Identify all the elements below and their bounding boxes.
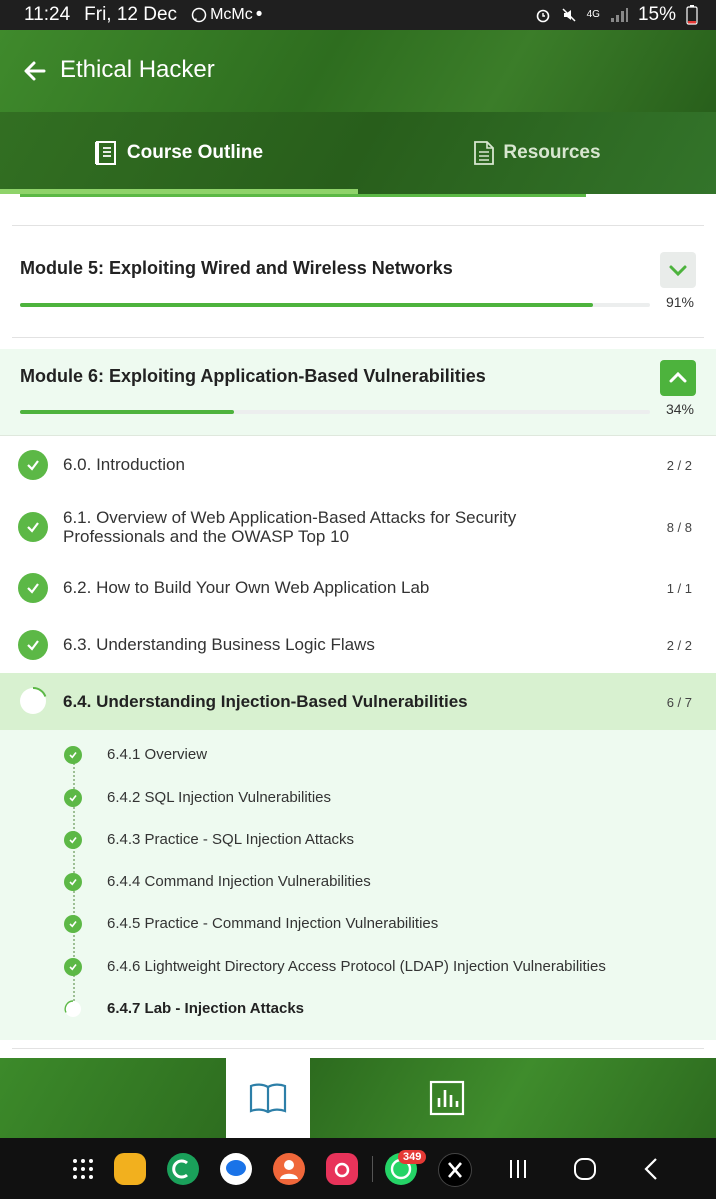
- sublesson-title: 6.4.3 Practice - SQL Injection Attacks: [107, 831, 355, 848]
- book-icon: [249, 1081, 287, 1115]
- sublesson-item[interactable]: [0, 909, 716, 939]
- messages-app-icon[interactable]: [220, 1153, 252, 1185]
- chart-icon: [429, 1080, 465, 1116]
- module-title: Module 5: Exploiting Wired and Wireless Networks: [20, 258, 453, 278]
- sublesson-item[interactable]: [0, 740, 716, 770]
- lesson-title: 6.2. How to Build Your Own Web Application Lab: [63, 578, 430, 597]
- outline-icon: [95, 140, 119, 166]
- divider: [12, 337, 704, 338]
- lesson-count: 2 / 2: [666, 458, 692, 473]
- lesson-item[interactable]: [0, 616, 716, 672]
- x-app-icon[interactable]: [438, 1153, 472, 1187]
- sublesson-item[interactable]: [0, 783, 716, 813]
- check-icon: [18, 630, 48, 660]
- notif-text: McMc: [210, 6, 253, 23]
- lesson-item-active[interactable]: [0, 673, 716, 730]
- check-icon: [64, 746, 82, 764]
- whatsapp-notif-icon: [191, 4, 262, 26]
- lesson-item[interactable]: [0, 496, 716, 558]
- dock-divider: [372, 1156, 373, 1182]
- module-progress-fill: [20, 303, 593, 307]
- alarm-icon: [535, 7, 551, 23]
- notif-dot: •: [255, 4, 263, 25]
- mute-icon: [561, 7, 577, 23]
- lesson-title: 6.4. Understanding Injection-Based Vulnerabilities: [63, 692, 468, 711]
- module-6[interactable]: [0, 349, 716, 435]
- battery-percent: 15%: [637, 4, 676, 25]
- phone-app-icon[interactable]: [167, 1153, 199, 1185]
- whatsapp-badge: 349: [398, 1150, 426, 1164]
- nav-progress-button[interactable]: [400, 1058, 494, 1138]
- sublesson-title: 6.4.4 Command Injection Vulnerabilities: [107, 873, 371, 890]
- tab-bar: [0, 112, 716, 194]
- module-percent: 34%: [665, 401, 694, 417]
- sublesson-item-current[interactable]: [0, 994, 716, 1024]
- page-title: Ethical Hacker: [60, 56, 215, 83]
- network-label: 4G: [586, 9, 600, 20]
- app-header: [0, 30, 716, 112]
- lesson-count: 1 / 1: [666, 581, 692, 596]
- expand-button[interactable]: [660, 252, 696, 288]
- lesson-title: 6.3. Understanding Business Logic Flaws: [63, 635, 375, 654]
- status-bar: [0, 0, 716, 30]
- sublesson-title: 6.4.6 Lightweight Directory Access Protocol (LDAP) Injection Vulnerabilities: [107, 958, 606, 975]
- check-icon: [64, 958, 82, 976]
- contacts-app-icon[interactable]: [273, 1153, 305, 1185]
- sublesson-title: 6.4.2 SQL Injection Vulnerabilities: [107, 789, 332, 806]
- chevron-down-icon: [660, 252, 696, 288]
- lesson-count: 8 / 8: [666, 520, 692, 535]
- battery-icon: [686, 5, 698, 25]
- sublesson-title: 6.4.7 Lab - Injection Attacks: [107, 1000, 304, 1017]
- system-nav-bar: [0, 1138, 716, 1199]
- check-icon: [64, 915, 82, 933]
- tab-course-outline[interactable]: [0, 112, 358, 194]
- check-icon: [64, 831, 82, 849]
- module-title: Module 6: Exploiting Application-Based Vulnerabilities: [20, 366, 486, 386]
- status-date: Fri, 12 Dec: [84, 4, 178, 25]
- collapse-button[interactable]: [660, 360, 696, 396]
- status-time: 11:24: [24, 4, 71, 25]
- module-progress-bar: [20, 303, 650, 307]
- home-icon[interactable]: [573, 1157, 597, 1181]
- lesson-item[interactable]: [0, 559, 716, 615]
- lesson-item[interactable]: [0, 436, 716, 492]
- previous-module-progress: [20, 194, 586, 197]
- sublesson-title: 6.4.5 Practice - Command Injection Vulnerabilities: [107, 915, 439, 932]
- camera-app-icon[interactable]: [326, 1153, 358, 1185]
- progress-ring-icon: [64, 1000, 82, 1018]
- sublesson-panel: [0, 730, 716, 1040]
- signal-icon: [610, 7, 628, 23]
- document-icon: [473, 140, 495, 166]
- sublesson-item[interactable]: [0, 867, 716, 897]
- chevron-up-icon: [660, 360, 696, 396]
- back-nav-icon[interactable]: [643, 1157, 659, 1181]
- course-outline-list[interactable]: [0, 194, 716, 1058]
- tab-course-outline-label: Course Outline: [126, 142, 264, 163]
- lesson-title: 6.0. Introduction: [63, 455, 185, 474]
- recent-apps-icon[interactable]: [508, 1158, 528, 1180]
- sublesson-item[interactable]: [0, 952, 716, 982]
- lesson-title: 6.1. Overview of Web Application-Based Attacks for Security Professionals and the OWASP Top 10: [63, 508, 517, 546]
- check-icon: [64, 873, 82, 891]
- check-icon: [64, 789, 82, 807]
- lesson-count: 6 / 7: [666, 695, 692, 710]
- sublesson-item[interactable]: [0, 825, 716, 855]
- lesson-count: 2 / 2: [666, 638, 692, 653]
- back-arrow-icon[interactable]: [20, 56, 50, 86]
- tab-resources-label: Resources: [503, 142, 601, 163]
- sublesson-title: 6.4.1 Overview: [107, 746, 208, 763]
- module-progress-bar: [20, 410, 650, 414]
- check-icon: [18, 512, 48, 542]
- nav-course-button[interactable]: [226, 1058, 310, 1138]
- module-percent: 91%: [665, 294, 694, 310]
- check-icon: [18, 450, 48, 480]
- module-5[interactable]: [0, 226, 716, 336]
- module-progress-fill: [20, 410, 234, 414]
- tab-resources[interactable]: [358, 112, 716, 194]
- files-app-icon[interactable]: [114, 1153, 146, 1185]
- divider: [12, 1048, 704, 1049]
- app-drawer-icon[interactable]: [72, 1158, 94, 1180]
- check-icon: [18, 573, 48, 603]
- bottom-nav: [0, 1058, 716, 1138]
- progress-ring-icon: [18, 686, 48, 716]
